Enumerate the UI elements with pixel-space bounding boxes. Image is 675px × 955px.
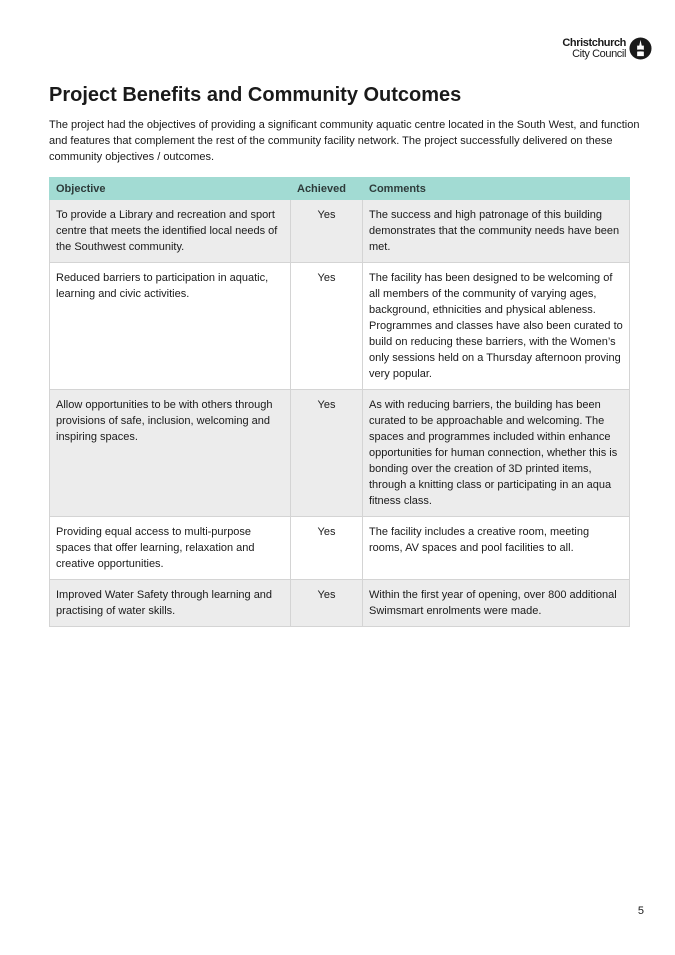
- table-row: [50, 580, 630, 627]
- objective-cell: Allow opportunities to be with others through provisions of safe, inclusion, welcoming and inspiring spaces.: [50, 390, 291, 517]
- table-row: [50, 390, 630, 517]
- intro-paragraph: The project had the objectives of providing a significant community aquatic centre located in the South West, and function and features that complement the rest of the community facility network. The project successfully delivered on these community objectives / outcomes.: [49, 119, 640, 163]
- logo-line-2: City Council: [572, 47, 626, 60]
- column-header-objective: Objective: [50, 178, 291, 200]
- achieved-cell: Yes: [291, 390, 363, 517]
- logo-text: [562, 38, 626, 60]
- table-row: [50, 263, 630, 390]
- table-row: [50, 517, 630, 580]
- logo-line-1: Christchurch: [562, 36, 626, 49]
- page-title: Project Benefits and Community Outcomes: [49, 84, 462, 106]
- outcomes-table: [49, 177, 630, 627]
- achieved-cell: Yes: [291, 580, 363, 627]
- comments-cell: The facility has been designed to be welcoming of all members of the community of varying ages, background, ethnicities and physical ableness. Programmes and classes have also been curated to build on reducing these barriers, with the Women’s only sessions held on a Thursday afternoon proving very popular.: [363, 263, 630, 390]
- achieved-cell: Yes: [291, 263, 363, 390]
- page-number: 5: [637, 905, 644, 917]
- objective-cell: Improved Water Safety through learning and practising of water skills.: [50, 580, 291, 627]
- table-header-row: [50, 178, 630, 200]
- comments-cell: Within the first year of opening, over 800 additional Swimsmart enrolments were made.: [363, 580, 630, 627]
- achieved-cell: Yes: [291, 200, 363, 263]
- objective-cell: Reduced barriers to participation in aquatic, learning and civic activities.: [50, 263, 291, 390]
- table-row: [50, 200, 630, 263]
- cathedral-icon: [629, 37, 652, 60]
- column-header-comments: Comments: [363, 178, 630, 200]
- comments-cell: As with reducing barriers, the building has been curated to be approachable and welcoming. The spaces and programmes included within enhance opportunities for human connection, whether this is bonding over the creation of 3D printed items, through a knitting class or participating in an aqua fitness class.: [363, 390, 630, 517]
- objective-cell: To provide a Library and recreation and sport centre that meets the identified local needs of the Southwest community.: [50, 200, 291, 263]
- objective-cell: Providing equal access to multi-purpose spaces that offer learning, relaxation and creative opportunities.: [50, 517, 291, 580]
- comments-cell: The facility includes a creative room, meeting rooms, AV spaces and pool facilities to all.: [363, 517, 630, 580]
- column-header-achieved: Achieved: [291, 178, 363, 200]
- council-logo: [562, 37, 652, 60]
- achieved-cell: Yes: [291, 517, 363, 580]
- comments-cell: The success and high patronage of this building demonstrates that the community needs have been met.: [363, 200, 630, 263]
